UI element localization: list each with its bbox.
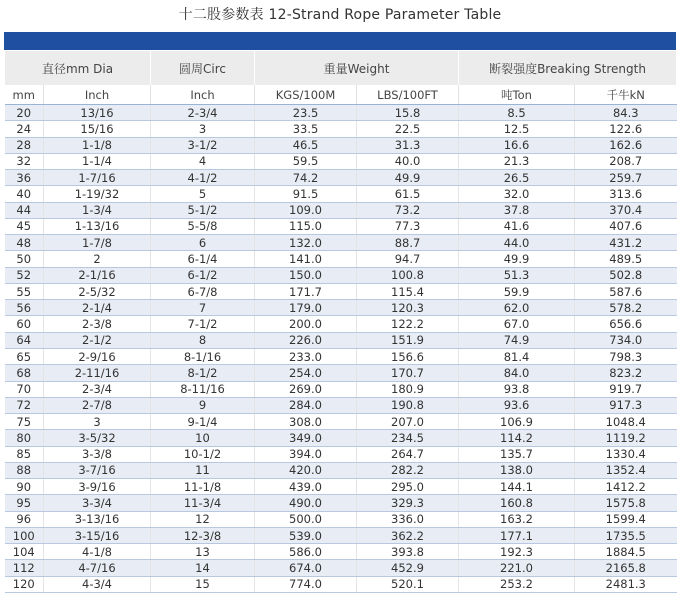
- cell-kn: 122.6: [575, 121, 677, 137]
- table-row: [5, 365, 677, 381]
- cell-ton: 62.0: [459, 300, 575, 316]
- cell-kgs: 109.0: [255, 202, 357, 218]
- cell-kgs: 586.0: [255, 544, 357, 560]
- cell-dia-inch: 2-3/8: [44, 316, 151, 332]
- cell-lbs: 190.8: [357, 397, 459, 413]
- cell-ton: 8.5: [459, 105, 575, 121]
- table-row: [5, 332, 677, 348]
- cell-circ-inch: 4-1/2: [151, 170, 255, 186]
- cell-kn: 208.7: [575, 153, 677, 169]
- cell-kgs: 500.0: [255, 511, 357, 527]
- cell-lbs: 115.4: [357, 283, 459, 299]
- cell-kn: 1575.8: [575, 495, 677, 511]
- cell-kn: 798.3: [575, 348, 677, 364]
- cell-ton: 221.0: [459, 560, 575, 576]
- table-row: [5, 316, 677, 332]
- cell-circ-inch: 3-1/2: [151, 137, 255, 153]
- cell-ton: 51.3: [459, 267, 575, 283]
- table-row: [5, 527, 677, 543]
- cell-kgs: 23.5: [255, 105, 357, 121]
- cell-lbs: 170.7: [357, 365, 459, 381]
- cell-mm: 55: [5, 283, 44, 299]
- col-header-kgs: KGS/100M: [255, 85, 357, 105]
- cell-circ-inch: 6: [151, 235, 255, 251]
- cell-lbs: 88.7: [357, 235, 459, 251]
- cell-ton: 21.3: [459, 153, 575, 169]
- cell-ton: 106.9: [459, 414, 575, 430]
- cell-lbs: 393.8: [357, 544, 459, 560]
- cell-kn: 502.8: [575, 267, 677, 283]
- cell-mm: 56: [5, 300, 44, 316]
- cell-kn: 919.7: [575, 381, 677, 397]
- cell-ton: 114.2: [459, 430, 575, 446]
- table-row: [5, 348, 677, 364]
- cell-circ-inch: 12-3/8: [151, 527, 255, 543]
- cell-dia-inch: 1-7/16: [44, 170, 151, 186]
- cell-kgs: 200.0: [255, 316, 357, 332]
- cell-kn: 734.0: [575, 332, 677, 348]
- cell-mm: 44: [5, 202, 44, 218]
- cell-ton: 67.0: [459, 316, 575, 332]
- cell-circ-inch: 8-1/2: [151, 365, 255, 381]
- cell-kn: 823.2: [575, 365, 677, 381]
- cell-lbs: 49.9: [357, 170, 459, 186]
- cell-circ-inch: 7: [151, 300, 255, 316]
- table-row: [5, 170, 677, 186]
- cell-dia-inch: 4-7/16: [44, 560, 151, 576]
- table-row: [5, 511, 677, 527]
- cell-circ-inch: 9: [151, 397, 255, 413]
- cell-circ-inch: 4: [151, 153, 255, 169]
- col-header-lbs: LBS/100FT: [357, 85, 459, 105]
- cell-circ-inch: 3: [151, 121, 255, 137]
- cell-circ-inch: 13: [151, 544, 255, 560]
- table-row: [5, 105, 677, 121]
- cell-circ-inch: 6-1/4: [151, 251, 255, 267]
- cell-lbs: 362.2: [357, 527, 459, 543]
- cell-dia-inch: 3-3/8: [44, 446, 151, 462]
- cell-circ-inch: 7-1/2: [151, 316, 255, 332]
- cell-kgs: 233.0: [255, 348, 357, 364]
- table-row: [5, 202, 677, 218]
- cell-circ-inch: 14: [151, 560, 255, 576]
- cell-circ-inch: 11-3/4: [151, 495, 255, 511]
- cell-mm: 100: [5, 527, 44, 543]
- cell-kn: 1352.4: [575, 462, 677, 478]
- header-strength: 断裂强度Breaking Strength: [459, 51, 677, 85]
- cell-dia-inch: 2-9/16: [44, 348, 151, 364]
- cell-dia-inch: 1-13/16: [44, 218, 151, 234]
- cell-ton: 84.0: [459, 365, 575, 381]
- cell-mm: 96: [5, 511, 44, 527]
- cell-kgs: 115.0: [255, 218, 357, 234]
- cell-circ-inch: 10: [151, 430, 255, 446]
- col-header-ton: 吨Ton: [459, 85, 575, 105]
- cell-kgs: 490.0: [255, 495, 357, 511]
- cell-lbs: 73.2: [357, 202, 459, 218]
- page-title: 十二股参数表 12-Strand Rope Parameter Table: [178, 7, 502, 23]
- cell-kgs: 674.0: [255, 560, 357, 576]
- cell-kn: 1735.5: [575, 527, 677, 543]
- cell-mm: 120: [5, 576, 44, 592]
- cell-kn: 1599.4: [575, 511, 677, 527]
- header-circ: 圆周Circ: [151, 51, 255, 85]
- table-row: [5, 462, 677, 478]
- cell-kgs: 269.0: [255, 381, 357, 397]
- cell-dia-inch: 3-13/16: [44, 511, 151, 527]
- cell-ton: 192.3: [459, 544, 575, 560]
- cell-dia-inch: 4-3/4: [44, 576, 151, 592]
- table-row: [5, 397, 677, 413]
- cell-lbs: 31.3: [357, 137, 459, 153]
- cell-dia-inch: 13/16: [44, 105, 151, 121]
- cell-ton: 32.0: [459, 186, 575, 202]
- cell-mm: 70: [5, 381, 44, 397]
- cell-circ-inch: 2-3/4: [151, 105, 255, 121]
- cell-mm: 85: [5, 446, 44, 462]
- cell-ton: 144.1: [459, 479, 575, 495]
- cell-circ-inch: 8: [151, 332, 255, 348]
- cell-mm: 80: [5, 430, 44, 446]
- cell-dia-inch: 3-9/16: [44, 479, 151, 495]
- cell-kn: 578.2: [575, 300, 677, 316]
- cell-lbs: 77.3: [357, 218, 459, 234]
- table-row: [5, 495, 677, 511]
- cell-mm: 64: [5, 332, 44, 348]
- cell-ton: 49.9: [459, 251, 575, 267]
- cell-kn: 917.3: [575, 397, 677, 413]
- cell-ton: 41.6: [459, 218, 575, 234]
- cell-kn: 489.5: [575, 251, 677, 267]
- cell-kgs: 254.0: [255, 365, 357, 381]
- cell-dia-inch: 2-1/4: [44, 300, 151, 316]
- cell-mm: 52: [5, 267, 44, 283]
- cell-ton: 138.0: [459, 462, 575, 478]
- cell-dia-inch: 1-7/8: [44, 235, 151, 251]
- cell-dia-inch: 3-5/32: [44, 430, 151, 446]
- cell-kgs: 539.0: [255, 527, 357, 543]
- table-row: [5, 479, 677, 495]
- cell-ton: 26.5: [459, 170, 575, 186]
- cell-kn: 1330.4: [575, 446, 677, 462]
- cell-dia-inch: 2-1/16: [44, 267, 151, 283]
- col-header-dia-inch: Inch: [44, 85, 151, 105]
- cell-dia-inch: 3-7/16: [44, 462, 151, 478]
- cell-kn: 313.6: [575, 186, 677, 202]
- cell-ton: 93.8: [459, 381, 575, 397]
- cell-dia-inch: 2-3/4: [44, 381, 151, 397]
- cell-dia-inch: 15/16: [44, 121, 151, 137]
- cell-lbs: 520.1: [357, 576, 459, 592]
- cell-dia-inch: 2-7/8: [44, 397, 151, 413]
- cell-mm: 68: [5, 365, 44, 381]
- cell-circ-inch: 10-1/2: [151, 446, 255, 462]
- cell-lbs: 61.5: [357, 186, 459, 202]
- cell-kn: 1119.2: [575, 430, 677, 446]
- table-row: [5, 218, 677, 234]
- cell-kn: 2481.3: [575, 576, 677, 592]
- cell-mm: 112: [5, 560, 44, 576]
- cell-mm: 104: [5, 544, 44, 560]
- cell-circ-inch: 5: [151, 186, 255, 202]
- cell-kn: 1412.2: [575, 479, 677, 495]
- cell-kn: 2165.8: [575, 560, 677, 576]
- cell-mm: 20: [5, 105, 44, 121]
- cell-ton: 59.9: [459, 283, 575, 299]
- cell-kgs: 33.5: [255, 121, 357, 137]
- cell-lbs: 329.3: [357, 495, 459, 511]
- table-row: [5, 381, 677, 397]
- cell-ton: 44.0: [459, 235, 575, 251]
- cell-kgs: 46.5: [255, 137, 357, 153]
- cell-circ-inch: 12: [151, 511, 255, 527]
- cell-kgs: 308.0: [255, 414, 357, 430]
- cell-kgs: 91.5: [255, 186, 357, 202]
- cell-dia-inch: 3-3/4: [44, 495, 151, 511]
- table-row: [5, 430, 677, 446]
- cell-dia-inch: 2-5/32: [44, 283, 151, 299]
- cell-kgs: 349.0: [255, 430, 357, 446]
- cell-ton: 16.6: [459, 137, 575, 153]
- cell-mm: 90: [5, 479, 44, 495]
- cell-kgs: 132.0: [255, 235, 357, 251]
- cell-dia-inch: 3: [44, 414, 151, 430]
- table-body: [5, 105, 677, 593]
- cell-kgs: 141.0: [255, 251, 357, 267]
- cell-lbs: 22.5: [357, 121, 459, 137]
- table-row: [5, 446, 677, 462]
- cell-dia-inch: 1-1/4: [44, 153, 151, 169]
- cell-mm: 50: [5, 251, 44, 267]
- cell-ton: 177.1: [459, 527, 575, 543]
- cell-ton: 12.5: [459, 121, 575, 137]
- cell-kgs: 439.0: [255, 479, 357, 495]
- table-row: [5, 300, 677, 316]
- cell-dia-inch: 4-1/8: [44, 544, 151, 560]
- cell-kgs: 59.5: [255, 153, 357, 169]
- cell-kn: 370.4: [575, 202, 677, 218]
- cell-lbs: 264.7: [357, 446, 459, 462]
- cell-ton: 253.2: [459, 576, 575, 592]
- cell-ton: 37.8: [459, 202, 575, 218]
- cell-mm: 72: [5, 397, 44, 413]
- cell-circ-inch: 6-1/2: [151, 267, 255, 283]
- cell-lbs: 207.0: [357, 414, 459, 430]
- cell-kn: 407.6: [575, 218, 677, 234]
- cell-mm: 32: [5, 153, 44, 169]
- cell-kgs: 394.0: [255, 446, 357, 462]
- cell-circ-inch: 11: [151, 462, 255, 478]
- cell-mm: 28: [5, 137, 44, 153]
- cell-mm: 95: [5, 495, 44, 511]
- cell-dia-inch: 2: [44, 251, 151, 267]
- cell-kgs: 179.0: [255, 300, 357, 316]
- cell-mm: 48: [5, 235, 44, 251]
- table-row: [5, 251, 677, 267]
- cell-lbs: 100.8: [357, 267, 459, 283]
- cell-mm: 40: [5, 186, 44, 202]
- cell-kgs: 150.0: [255, 267, 357, 283]
- cell-circ-inch: 5-1/2: [151, 202, 255, 218]
- cell-dia-inch: 2-11/16: [44, 365, 151, 381]
- cell-dia-inch: 3-15/16: [44, 527, 151, 543]
- cell-kn: 1048.4: [575, 414, 677, 430]
- cell-kgs: 226.0: [255, 332, 357, 348]
- cell-mm: 24: [5, 121, 44, 137]
- cell-lbs: 234.5: [357, 430, 459, 446]
- header-weight: 重量Weight: [255, 51, 459, 85]
- cell-mm: 45: [5, 218, 44, 234]
- cell-ton: 163.2: [459, 511, 575, 527]
- cell-kn: 431.2: [575, 235, 677, 251]
- header-dia: 直径mm Dia: [5, 51, 151, 85]
- cell-circ-inch: 9-1/4: [151, 414, 255, 430]
- cell-circ-inch: 5-5/8: [151, 218, 255, 234]
- table-row: [5, 283, 677, 299]
- cell-mm: 75: [5, 414, 44, 430]
- cell-lbs: 151.9: [357, 332, 459, 348]
- cell-kn: 84.3: [575, 105, 677, 121]
- cell-lbs: 120.3: [357, 300, 459, 316]
- cell-lbs: 15.8: [357, 105, 459, 121]
- cell-kgs: 74.2: [255, 170, 357, 186]
- table-row: [5, 186, 677, 202]
- cell-lbs: 336.0: [357, 511, 459, 527]
- cell-circ-inch: 6-7/8: [151, 283, 255, 299]
- cell-lbs: 94.7: [357, 251, 459, 267]
- cell-ton: 74.9: [459, 332, 575, 348]
- cell-kn: 1884.5: [575, 544, 677, 560]
- cell-kgs: 171.7: [255, 283, 357, 299]
- cell-kgs: 420.0: [255, 462, 357, 478]
- table-row: [5, 544, 677, 560]
- cell-ton: 135.7: [459, 446, 575, 462]
- header-color-bar: [4, 32, 676, 50]
- table-row: [5, 576, 677, 592]
- cell-kn: 656.6: [575, 316, 677, 332]
- table-row: [5, 267, 677, 283]
- cell-circ-inch: 15: [151, 576, 255, 592]
- rope-parameter-table: [4, 51, 677, 593]
- col-header-mm: mm: [5, 85, 44, 105]
- cell-lbs: 282.2: [357, 462, 459, 478]
- cell-kgs: 774.0: [255, 576, 357, 592]
- cell-mm: 65: [5, 348, 44, 364]
- cell-lbs: 452.9: [357, 560, 459, 576]
- cell-lbs: 156.6: [357, 348, 459, 364]
- col-header-kn: 千牛kN: [575, 85, 677, 105]
- cell-dia-inch: 2-1/2: [44, 332, 151, 348]
- cell-kgs: 284.0: [255, 397, 357, 413]
- cell-lbs: 180.9: [357, 381, 459, 397]
- cell-lbs: 295.0: [357, 479, 459, 495]
- cell-circ-inch: 8-1/16: [151, 348, 255, 364]
- cell-kn: 162.6: [575, 137, 677, 153]
- cell-circ-inch: 11-1/8: [151, 479, 255, 495]
- cell-ton: 93.6: [459, 397, 575, 413]
- cell-kn: 259.7: [575, 170, 677, 186]
- cell-mm: 36: [5, 170, 44, 186]
- table-row: [5, 153, 677, 169]
- cell-lbs: 40.0: [357, 153, 459, 169]
- cell-circ-inch: 8-11/16: [151, 381, 255, 397]
- cell-dia-inch: 1-19/32: [44, 186, 151, 202]
- table-row: [5, 235, 677, 251]
- cell-lbs: 122.2: [357, 316, 459, 332]
- table-row: [5, 414, 677, 430]
- cell-dia-inch: 1-1/8: [44, 137, 151, 153]
- table-row: [5, 137, 677, 153]
- table-row: [5, 121, 677, 137]
- cell-mm: 88: [5, 462, 44, 478]
- cell-ton: 160.8: [459, 495, 575, 511]
- cell-ton: 81.4: [459, 348, 575, 364]
- cell-kn: 587.6: [575, 283, 677, 299]
- cell-mm: 60: [5, 316, 44, 332]
- table-row: [5, 560, 677, 576]
- cell-dia-inch: 1-3/4: [44, 202, 151, 218]
- col-header-circ-inch: Inch: [151, 85, 255, 105]
